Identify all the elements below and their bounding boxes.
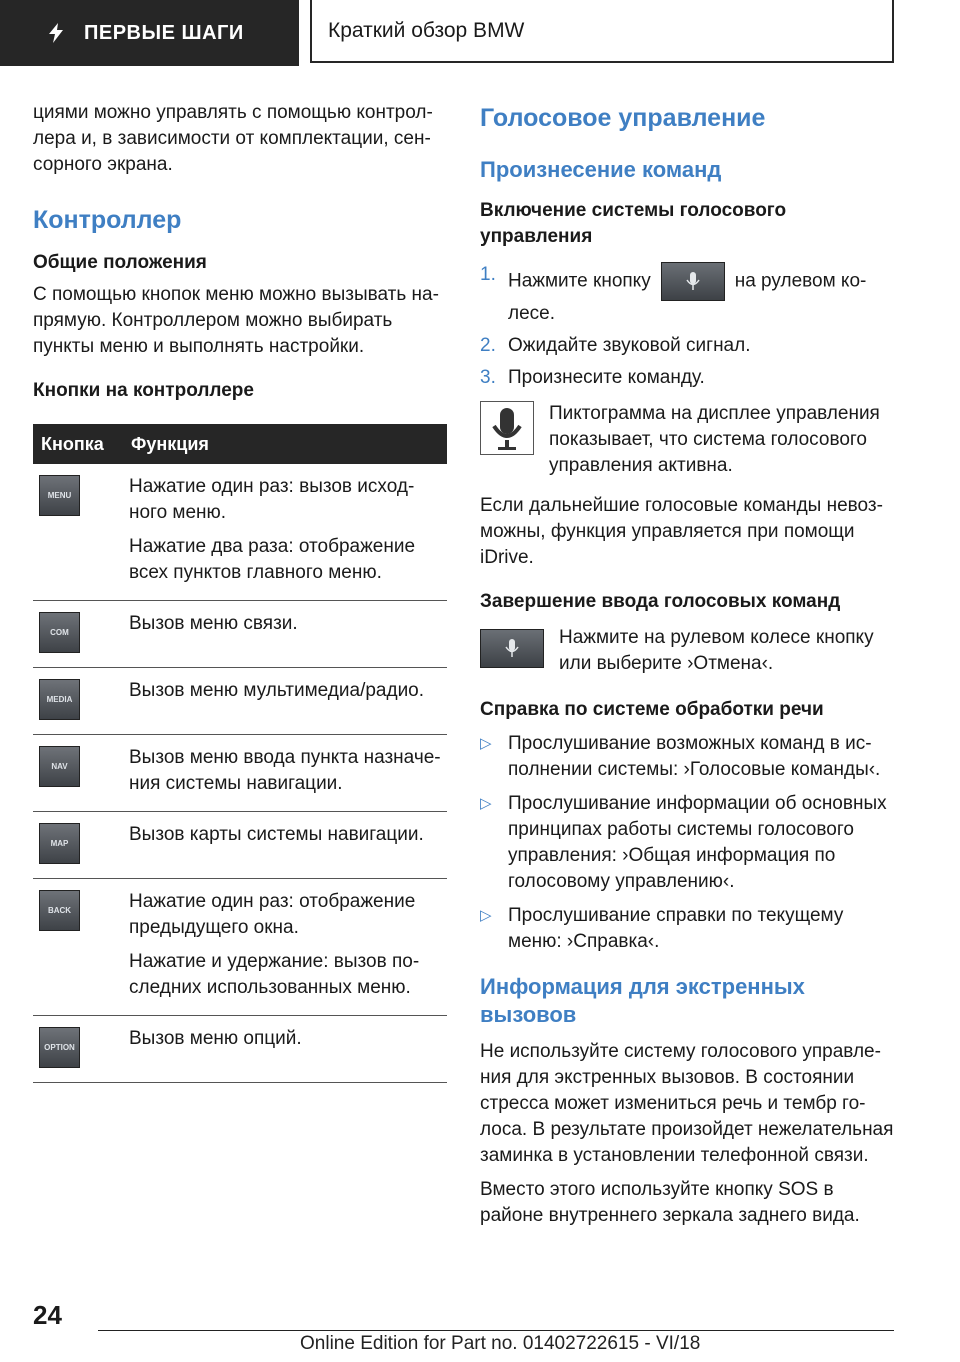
table-header xyxy=(33,424,447,464)
table-row xyxy=(33,668,447,735)
list-item: ▷ Прослушивание справки по текущему меню: ›Справка‹. xyxy=(480,903,894,955)
menu-button-icon: MENU xyxy=(39,475,80,516)
help-list xyxy=(480,731,894,955)
heading-emergency: Информация для экстренных вызовов xyxy=(480,974,805,1027)
heading-general: Общие положения xyxy=(33,252,207,273)
general-text: С помощью кнопок меню можно вызывать на-прямую. Контроллером можно выбирать пункты меню и выполнять настройки. xyxy=(33,284,439,357)
table-row xyxy=(33,464,447,601)
function-text: Вызов меню мультимедиа/радио. xyxy=(129,680,425,701)
step1-text-b: на рулевом ко-лесе. xyxy=(508,270,867,324)
emergency-text-1: Не используйте систему голосового управле-ния для экстренных вызовов. В состоянии стресса может измениться речь и тембр го-лоса. В результате произойдет нежелательная заминка в установлении телефонной связи. xyxy=(480,1041,894,1166)
step3-text: Произнесите команду. xyxy=(508,367,705,388)
nav-button-icon: NAV xyxy=(39,746,80,787)
table-row xyxy=(33,601,447,668)
function-text: Нажатие один раз: вызов исход-ного меню. xyxy=(129,476,415,523)
step-number: 3. xyxy=(480,367,496,388)
list-item xyxy=(480,333,894,359)
section-tab xyxy=(0,0,299,66)
triangle-icon: ▷ xyxy=(480,907,492,924)
function-text: Вызов меню опций. xyxy=(129,1028,302,1049)
microphone-icon xyxy=(480,401,534,455)
table-row xyxy=(33,1016,447,1083)
step2-text: Ожидайте звуковой сигнал. xyxy=(508,335,751,356)
edition-text: Online Edition for Part no. 01402722615 - VI/18 xyxy=(300,1333,701,1354)
function-text: Вызов меню ввода пункта назначе-ния системы навигации. xyxy=(129,747,441,794)
heading-help: Справка по системе обработки речи xyxy=(480,699,824,720)
header-button-col: Кнопка xyxy=(41,433,104,454)
table-row xyxy=(33,879,447,1016)
triangle-icon: ▷ xyxy=(480,735,492,752)
heading-voice: Голосовое управление xyxy=(480,104,766,132)
steps-list xyxy=(480,262,894,391)
end-block xyxy=(480,625,894,677)
com-button-icon: COM xyxy=(39,612,80,653)
function-text: Вызов карты системы навигации. xyxy=(129,824,424,845)
chapter-title: Краткий обзор BMW xyxy=(328,18,525,42)
media-button-icon: MEDIA xyxy=(39,679,80,720)
triangle-icon: ▷ xyxy=(480,795,492,812)
fallback-text: Если дальнейшие голосовые команды невоз-можны, функция управляется при помощи iDrive. xyxy=(480,495,883,568)
end-text: Нажмите на рулевом колесе кнопку или выберите ›Отмена‹. xyxy=(559,627,874,674)
table-row xyxy=(33,812,447,879)
heading-commands: Произнесение команд xyxy=(480,157,722,182)
list-item: ▷ Прослушивание возможных команд в ис-полнении системы: ›Голосовые команды‹. xyxy=(480,731,894,783)
emergency-text-2: Вместо этого используйте кнопку SOS в районе внутреннего зеркала заднего вида. xyxy=(480,1179,860,1226)
heading-buttons: Кнопки на контроллере xyxy=(33,380,254,401)
function-text: Нажатие два раза: отображение всех пунктов главного меню. xyxy=(129,536,416,583)
lightning-icon xyxy=(44,21,68,45)
chapter-box xyxy=(310,0,894,63)
table-row xyxy=(33,735,447,812)
page-number: 24 xyxy=(33,1300,62,1330)
pictogram-block xyxy=(480,401,894,479)
function-text: Нажатие и удержание: вызов по-следних использованных меню. xyxy=(129,951,420,998)
intro-text: циями можно управлять с помощью контрол-лера и, в зависимости от комплектации, сен-сорного экрана. xyxy=(33,102,433,175)
mic-button-icon xyxy=(480,629,544,668)
step-number: 2. xyxy=(480,335,496,356)
header-function-col: Функция xyxy=(131,433,209,454)
heading-controller: Контроллер xyxy=(33,206,182,234)
list-item xyxy=(480,262,894,327)
step-number: 1. xyxy=(480,264,496,285)
buttons-table xyxy=(33,424,447,1083)
right-column xyxy=(480,100,894,1229)
left-column xyxy=(33,100,447,1083)
list-item: ▷ Прослушивание информации об основных принципах работы системы голосового управления: ›Общая информация по голосовому управлению‹. xyxy=(480,791,894,895)
back-button-icon: BACK xyxy=(39,890,80,931)
list-item xyxy=(480,365,894,391)
function-text: Нажатие один раз: отображение предыдущего окна. xyxy=(129,891,416,938)
footer-divider xyxy=(98,1330,894,1331)
heading-end: Завершение ввода голосовых команд xyxy=(480,591,841,612)
pictogram-text: Пиктограмма на дисплее управления показывает, что система голосового управления активна. xyxy=(549,403,880,476)
section-title: ПЕРВЫЕ ШАГИ xyxy=(84,21,244,44)
map-button-icon: MAP xyxy=(39,823,80,864)
option-button-icon: OPTION xyxy=(39,1027,80,1068)
mic-button-icon xyxy=(661,262,725,301)
function-text: Вызов меню связи. xyxy=(129,613,298,634)
step1-text-a: Нажмите кнопку xyxy=(508,270,651,292)
heading-enable: Включение системы голосового управления xyxy=(480,200,787,247)
